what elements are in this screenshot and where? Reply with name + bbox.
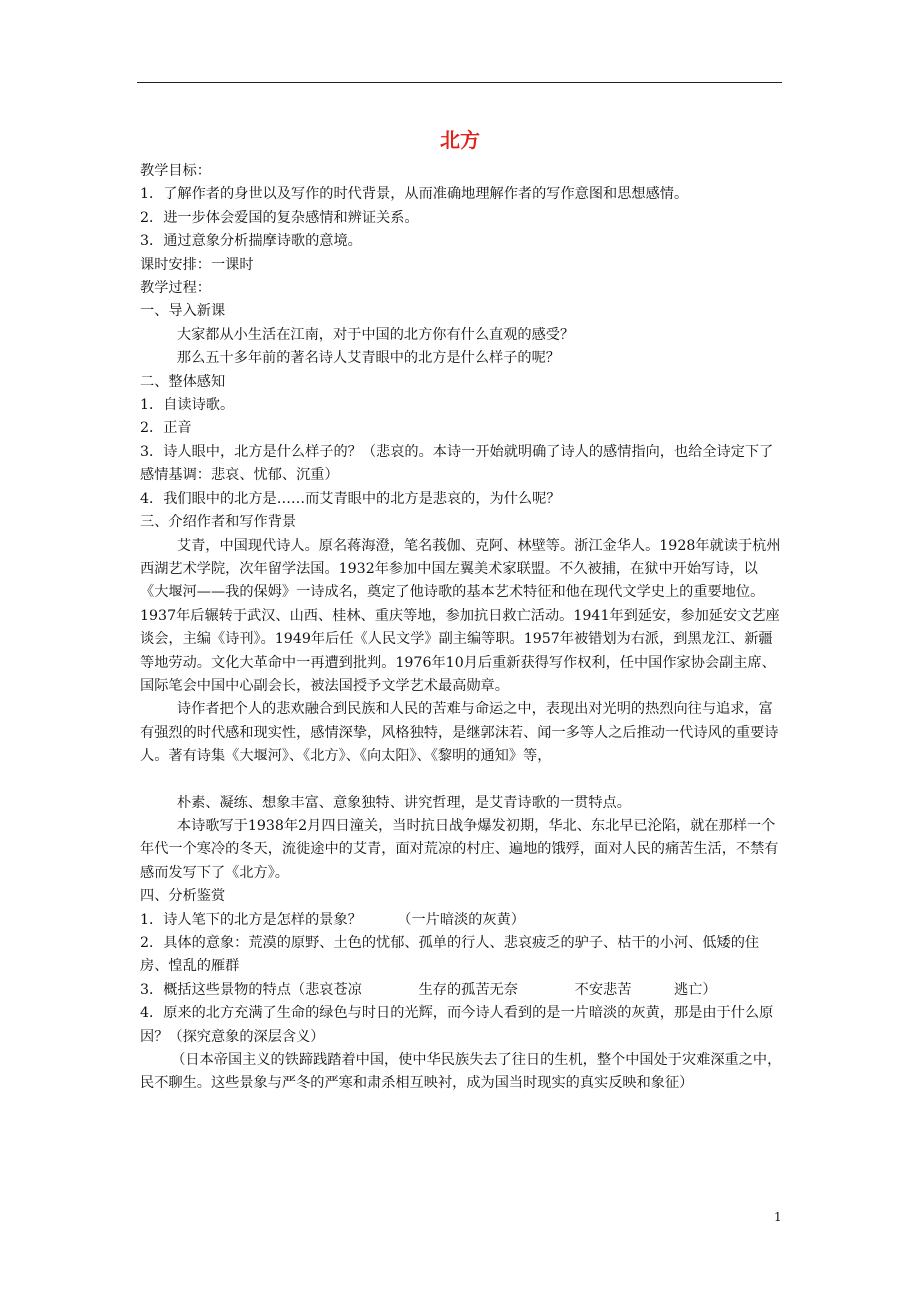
section1-paragraph: 那么五十多年前的著名诗人艾青眼中的北方是什么样子的呢？	[176, 350, 560, 367]
blank-line	[140, 769, 785, 792]
header-rule	[137, 82, 782, 83]
author-style: 诗作者把个人的悲欢融合到民族和人民的苦难与命运之中，表现出对光明的热烈向往与追求，富有强烈的时代感和现实性，感情深挚，风格独特，是继郭沫若、闻一多等人之后推动一代诗风的重要诗人。著有诗集《大堰河》、《北方》、《向太阳》、《黎明的通知》等，	[140, 701, 779, 765]
writing-background: 本诗歌写于1938年2月四日潼关，当时抗日战争爆发初期，华北、东北早已沦陷，就在那样一个年代一个寒冷的冬天，流徙途中的艾青，面对荒凉的村庄、遍地的饿殍，面对人民的痛苦生活，不禁有感而发写下了《北方》。	[140, 817, 779, 881]
section2-item: 1．自读诗歌。	[140, 397, 235, 414]
analysis-question: 2．具体的意象：荒漠的原野、土色的忧郁、孤单的行人、悲哀疲乏的驴子、枯干的小河、低矮的住房、惶乱的雁群	[140, 935, 760, 975]
author-bio: 艾青，中国现代诗人。原名蒋海澄，笔名莪伽、克阿、林壁等。浙江金华人。1928年就读于杭州西湖艺术学院，次年留学法国。1932年参加中国左翼美术家联盟。不久被捕，在狱中开始写诗，以《大堰河——我的保姆》一诗成名，奠定了他诗歌的基本艺术特征和他在现代文学史上的重要地位。1937年后辗转于武汉、山西、桂林、重庆等地，参加抗日救亡活动。1941年到延安，参加延安文艺座谈会，主编《诗刊》。1949年后任《人民文学》副主编等职。1957年被错划为右派，到黑龙江、新疆等地劳动。文化大革命中一再遭到批判。1976年10月后重新获得写作权利，任中国作家协会副主席、国际笔会中国中心副会长，被法国授予文学艺术最高勋章。	[140, 537, 781, 694]
objectives-heading: 教学目标：	[140, 163, 211, 179]
analysis-question: 4．原来的北方充满了生命的绿色与时日的光辉，而今诗人看到的是一片暗淡的灰黄，那是由于什么原因？（探究意象的深层含义）	[140, 1005, 774, 1045]
section2-heading: 二、整体感知	[140, 373, 226, 390]
poetry-traits: 朴素、凝练、想象丰富、意象独特、讲究哲理，是艾青诗歌的一贯特点。	[176, 794, 631, 811]
section2-item: 3．诗人眼中，北方是什么样子的？（悲哀的。本诗一开始就明确了诗人的感情指向，也给全诗定下了感情基调：悲哀、忧郁、沉重）	[140, 443, 774, 484]
analysis-question: 3．概括这些景物的特点（悲哀苍凉 生存的孤苦无奈 不安悲苦 逃亡）	[140, 981, 717, 998]
document-title: 北方	[440, 128, 480, 152]
section2-item: 2．正音	[140, 420, 192, 437]
schedule-line: 课时安排：一课时	[140, 256, 254, 273]
analysis-answer: （日本帝国主义的铁蹄践踏着中国，使中华民族失去了往日的生机，整个中国处于灾难深重之中，民不聊生。这些景象与严冬的严寒和肃杀相互映衬，成为国当时现实的真实反映和象征）	[140, 1052, 782, 1092]
objective-item: 1．了解作者的身世以及写作的时代背景，从而准确地理解作者的写作意图和思想感情。	[140, 186, 689, 203]
section2-item: 4．我们眼中的北方是……而艾青眼中的北方是悲哀的，为什么呢？	[140, 490, 561, 507]
process-heading: 教学过程：	[140, 280, 211, 297]
page-number: 1	[774, 1210, 782, 1224]
section1-paragraph: 大家都从小生活在江南，对于中国的北方你有什么直观的感受？	[176, 326, 575, 343]
section4-heading: 四、分析鉴赏	[140, 888, 226, 905]
objective-item: 3．通过意象分析揣摩诗歌的意境。	[140, 233, 362, 250]
objective-item: 2．进一步体会爱国的复杂感情和辨证关系。	[140, 209, 419, 226]
section1-heading: 一、导入新课	[140, 303, 226, 320]
section3-heading: 三、介绍作者和写作背景	[140, 514, 297, 531]
analysis-question: 1．诗人笔下的北方是怎样的景象？ （一片暗淡的灰黄）	[140, 911, 525, 928]
document-body	[140, 160, 785, 1096]
